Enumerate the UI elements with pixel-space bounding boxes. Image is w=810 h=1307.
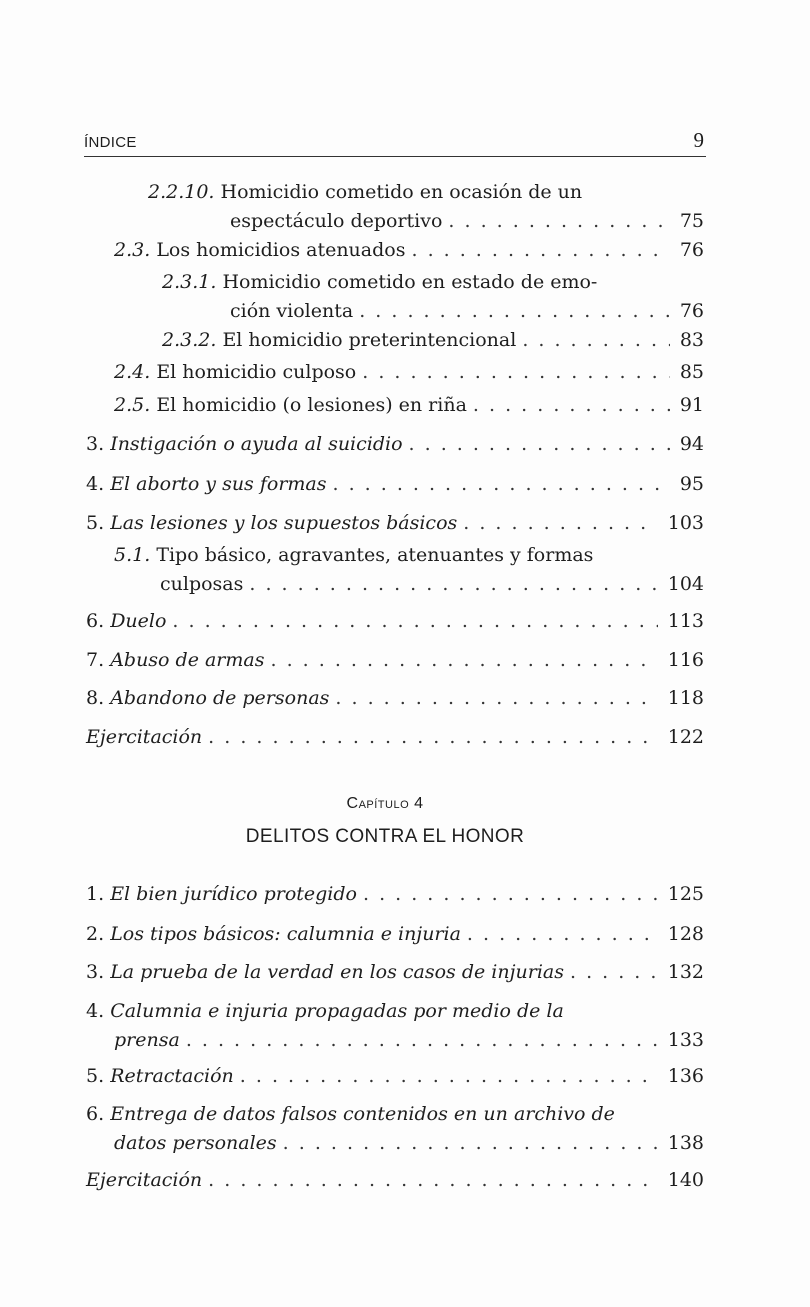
toc-entry-2-2-10 xyxy=(148,178,704,236)
entry-page: 103 xyxy=(667,512,704,534)
ch4-entry-4 xyxy=(86,997,704,1055)
entry-page: 113 xyxy=(667,610,704,632)
dot-leader xyxy=(363,880,658,909)
dot-leader xyxy=(333,470,670,499)
entry-page: 95 xyxy=(679,473,704,495)
dot-leader xyxy=(473,391,670,420)
entry-title-cont: espectáculo deportivo xyxy=(230,210,443,232)
entry-page: 104 xyxy=(667,573,704,595)
toc-entry-2-3 xyxy=(114,236,704,265)
entry-title: Tipo básico, agravantes, atenuantes y formas xyxy=(156,544,594,566)
entry-title: Abandono de personas xyxy=(110,687,330,709)
entry-number: 2.3. xyxy=(114,239,151,261)
header-page-number: 9 xyxy=(693,128,704,152)
ch4-entry-1 xyxy=(86,880,704,909)
entry-title-cont: prensa xyxy=(114,1029,180,1051)
entry-number: 5. xyxy=(86,512,105,534)
dot-leader xyxy=(271,646,658,675)
entry-page: 136 xyxy=(667,1065,704,1087)
entry-number: 3. xyxy=(86,433,105,455)
ch4-entry-5 xyxy=(86,1062,704,1091)
entry-number: 2.3.2. xyxy=(162,329,217,351)
dot-leader xyxy=(172,607,657,636)
entry-title: Los tipos básicos: calumnia e injuria xyxy=(110,923,461,945)
toc-entry-ejercitacion xyxy=(86,723,704,752)
toc-entry-2-3-1 xyxy=(162,268,704,326)
toc-entry-4 xyxy=(86,470,704,499)
dot-leader xyxy=(240,1062,658,1091)
toc-entry-3 xyxy=(86,430,704,459)
entry-number: 2. xyxy=(86,923,105,945)
entry-number: 2.4. xyxy=(114,361,151,383)
entry-page: 138 xyxy=(667,1132,704,1154)
dot-leader xyxy=(208,1166,658,1195)
dot-leader xyxy=(283,1129,658,1158)
toc-entry-8 xyxy=(86,684,704,713)
entry-number: 1. xyxy=(86,883,105,905)
entry-title: Las lesiones y los supuestos básicos xyxy=(110,512,458,534)
toc-entry-6 xyxy=(86,607,704,636)
dot-leader xyxy=(409,430,670,459)
entry-title-cont: culposas xyxy=(160,573,244,595)
entry-number: 4. xyxy=(86,1000,105,1022)
entry-title: El aborto y sus formas xyxy=(110,473,327,495)
entry-page: 125 xyxy=(667,883,704,905)
entry-page: 118 xyxy=(667,687,704,709)
entry-page: 140 xyxy=(667,1169,704,1191)
toc-entry-7 xyxy=(86,646,704,675)
entry-title: Entrega de datos falsos contenidos en un archivo de xyxy=(110,1103,615,1125)
entry-page: 128 xyxy=(667,923,704,945)
entry-title: El homicidio preterintencional xyxy=(222,329,517,351)
entry-number: 2.3.1. xyxy=(162,271,217,293)
entry-page: 122 xyxy=(667,726,704,748)
entry-page: 94 xyxy=(679,433,704,455)
ch4-entry-ejercitacion xyxy=(86,1166,704,1195)
dot-leader xyxy=(522,326,670,355)
entry-number: 7. xyxy=(86,649,105,671)
entry-title: Duelo xyxy=(110,610,167,632)
entry-page: 132 xyxy=(667,961,704,983)
entry-page: 116 xyxy=(667,649,704,671)
ch4-entry-2 xyxy=(86,920,704,949)
entry-page: 75 xyxy=(679,210,704,232)
entry-number: 2.5. xyxy=(114,394,151,416)
ch4-entry-3 xyxy=(86,958,704,987)
dot-leader xyxy=(335,684,657,713)
entry-number: 4. xyxy=(86,473,105,495)
dot-leader xyxy=(249,570,657,599)
entry-title: Ejercitación xyxy=(86,726,203,748)
entry-number: 8. xyxy=(86,687,105,709)
header-title: ÍNDICE xyxy=(84,134,137,151)
dot-leader xyxy=(570,958,658,987)
entry-title: El bien jurídico protegido xyxy=(110,883,357,905)
entry-title: Homicidio cometido en estado de emo- xyxy=(222,271,598,293)
entry-title-cont: datos personales xyxy=(114,1132,277,1154)
running-header xyxy=(84,128,706,157)
chapter-label: Capítulo 4 xyxy=(346,795,424,812)
chapter-title: DELITOS CONTRA EL HONOR xyxy=(245,826,525,847)
entry-page: 91 xyxy=(679,394,704,416)
ch4-entry-6 xyxy=(86,1100,704,1158)
entry-title: El homicidio culposo xyxy=(156,361,357,383)
entry-page: 76 xyxy=(679,300,704,322)
entry-number: 6. xyxy=(86,1103,105,1125)
dot-leader xyxy=(186,1026,658,1055)
toc-entry-2-5 xyxy=(114,391,704,420)
entry-title: Homicidio cometido en ocasión de un xyxy=(220,181,583,203)
entry-page: 76 xyxy=(679,239,704,261)
toc-entry-2-3-2 xyxy=(162,326,704,355)
entry-title: Ejercitación xyxy=(86,1169,203,1191)
entry-title: Abuso de armas xyxy=(110,649,265,671)
entry-title: Calumnia e injuria propagadas por medio de la xyxy=(110,1000,564,1022)
dot-leader xyxy=(208,723,658,752)
entry-number: 2.2.10. xyxy=(148,181,215,203)
entry-number: 6. xyxy=(86,610,105,632)
entry-page: 85 xyxy=(679,361,704,383)
toc-entry-5-1 xyxy=(114,541,704,599)
toc-entry-2-4 xyxy=(114,358,704,387)
entry-title-cont: ción violenta xyxy=(230,300,354,322)
entry-number: 5. xyxy=(86,1065,105,1087)
entry-page: 83 xyxy=(679,329,704,351)
entry-title: Instigación o ayuda al suicidio xyxy=(110,433,403,455)
entry-title: La prueba de la verdad en los casos de injurias xyxy=(110,961,564,983)
toc-entry-5 xyxy=(86,509,704,538)
entry-title: El homicidio (o lesiones) en riña xyxy=(156,394,467,416)
entry-number: 5.1. xyxy=(114,544,151,566)
dot-leader xyxy=(411,236,669,265)
dot-leader xyxy=(362,358,670,387)
dot-leader xyxy=(463,509,657,538)
dot-leader xyxy=(359,297,670,326)
entry-number: 3. xyxy=(86,961,105,983)
dot-leader xyxy=(467,920,658,949)
dot-leader xyxy=(448,207,669,236)
entry-title: Retractación xyxy=(110,1065,234,1087)
entry-page: 133 xyxy=(667,1029,704,1051)
entry-title: Los homicidios atenuados xyxy=(156,239,406,261)
